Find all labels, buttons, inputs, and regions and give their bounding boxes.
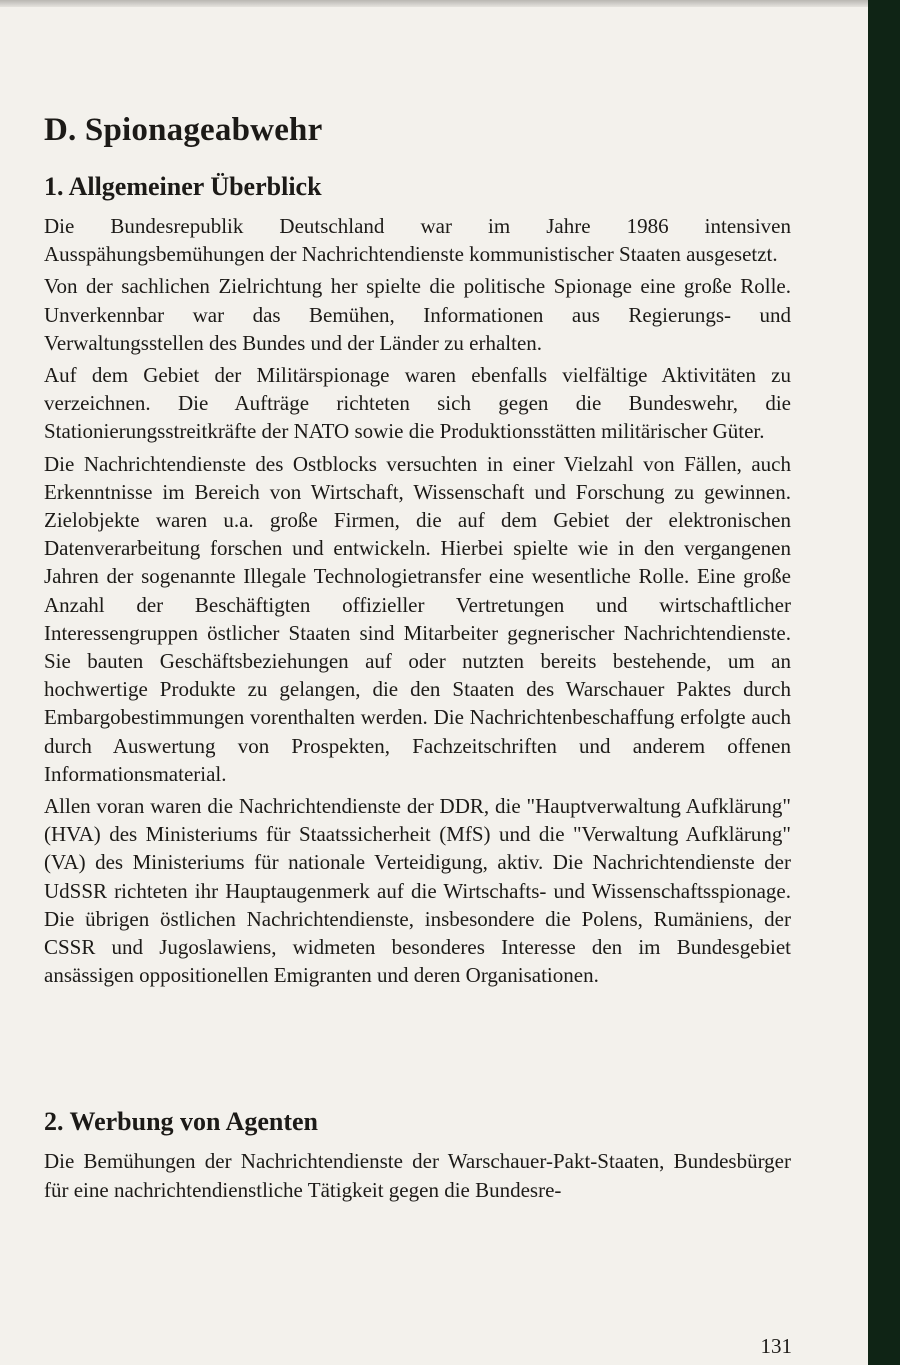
paragraph-recruitment: Die Bemühungen der Nachrichtendienste der Warschauer-Pakt-Staaten, Bundesbürger für eine nachrichtendienstliche Tätigkeit gegen die Bundesre- bbox=[44, 1149, 791, 1202]
document-page bbox=[44, 108, 791, 1208]
paragraph-intelligence-services: Allen voran waren die Nachrichtendienste der DDR, die "Hauptverwaltung Aufklärung" (HVA) des Ministeriums für Staatssicherheit (MfS) und die "Verwaltung Aufklärung" (VA) des Ministeriums für nationale Verteidigung, aktiv. Die Nachrichtendienste der UdSSR richteten ihr Hauptaugenmerk auf die Wirtschafts- und Wissenschaftsspionage. Die übrigen östlichen Nachrichtendienste, insbesondere die Polens, Rumäniens, der CSSR und Jugoslawiens, widmeten besonderes Interesse den im Bundesgebiet ansässigen oppositionellen Emigranten und deren Organisationen. bbox=[44, 794, 791, 988]
paragraph-political-espionage: Von der sachlichen Zielrichtung her spielte die politische Spionage eine große Rolle. Unverkennbar war das Bemühen, Informationen aus Regierungs- und Verwaltungsstellen des Bundes und der Länder zu erhalten. bbox=[44, 274, 791, 355]
subsection-heading-recruitment: 2. Werbung von Agenten bbox=[44, 1107, 319, 1137]
paragraph-economic-espionage: Die Nachrichtendienste des Ostblocks versuchten in einer Vielzahl von Fällen, auch Erkenntnisse im Bereich von Wirtschaft, Wissenschaft und Forschung zu gewinnen. Zielobjekte waren u.a. große Firmen, die auf dem Gebiet der elektronischen Datenverarbeitung forschen und entwickeln. Hierbei spielte wie in den vergangenen Jahren der sogenannte Illegale Technologietransfer eine wesentliche Rolle. Eine große Anzahl der Beschäftigten offizieller Vertretungen und wirtschaftlicher Interessengruppen östlicher Staaten sind Mitarbeiter gegnerischer Nachrichtendienste. Sie bauten Geschäftsbeziehungen auf oder nutzten bereits bestehende, um an hochwertige Produkte zu gelangen, die den Staaten des Warschauer Paktes durch Embargobestimmungen vorenthalten werden. Die Nachrichtenbeschaffung erfolgte auch durch Auswertung von Prospekten, Fachzeitschriften und anderem offenen Informationsmaterial. bbox=[44, 451, 791, 786]
book-spine-edge bbox=[868, 0, 900, 1365]
page-top-edge bbox=[0, 0, 868, 7]
section-title: D. Spionageabwehr bbox=[44, 112, 323, 148]
page-number: 131 bbox=[760, 1334, 792, 1358]
paragraph-intro: Die Bundesrepublik Deutschland war im Jahre 1986 intensiven Ausspähungsbemühungen der Nachrichtendienste kommunistischer Staaten ausgesetzt. bbox=[44, 214, 791, 267]
paragraph-military-espionage: Auf dem Gebiet der Militärspionage waren ebenfalls vielfältige Aktivitäten zu verzeichnen. Die Aufträge richteten sich gegen die Bundeswehr, die Stationierungsstreitkräfte der NATO sowie die Produktionsstätten militärischer Güter. bbox=[44, 363, 791, 444]
subsection-heading-overview: 1. Allgemeiner Überblick bbox=[44, 172, 322, 201]
